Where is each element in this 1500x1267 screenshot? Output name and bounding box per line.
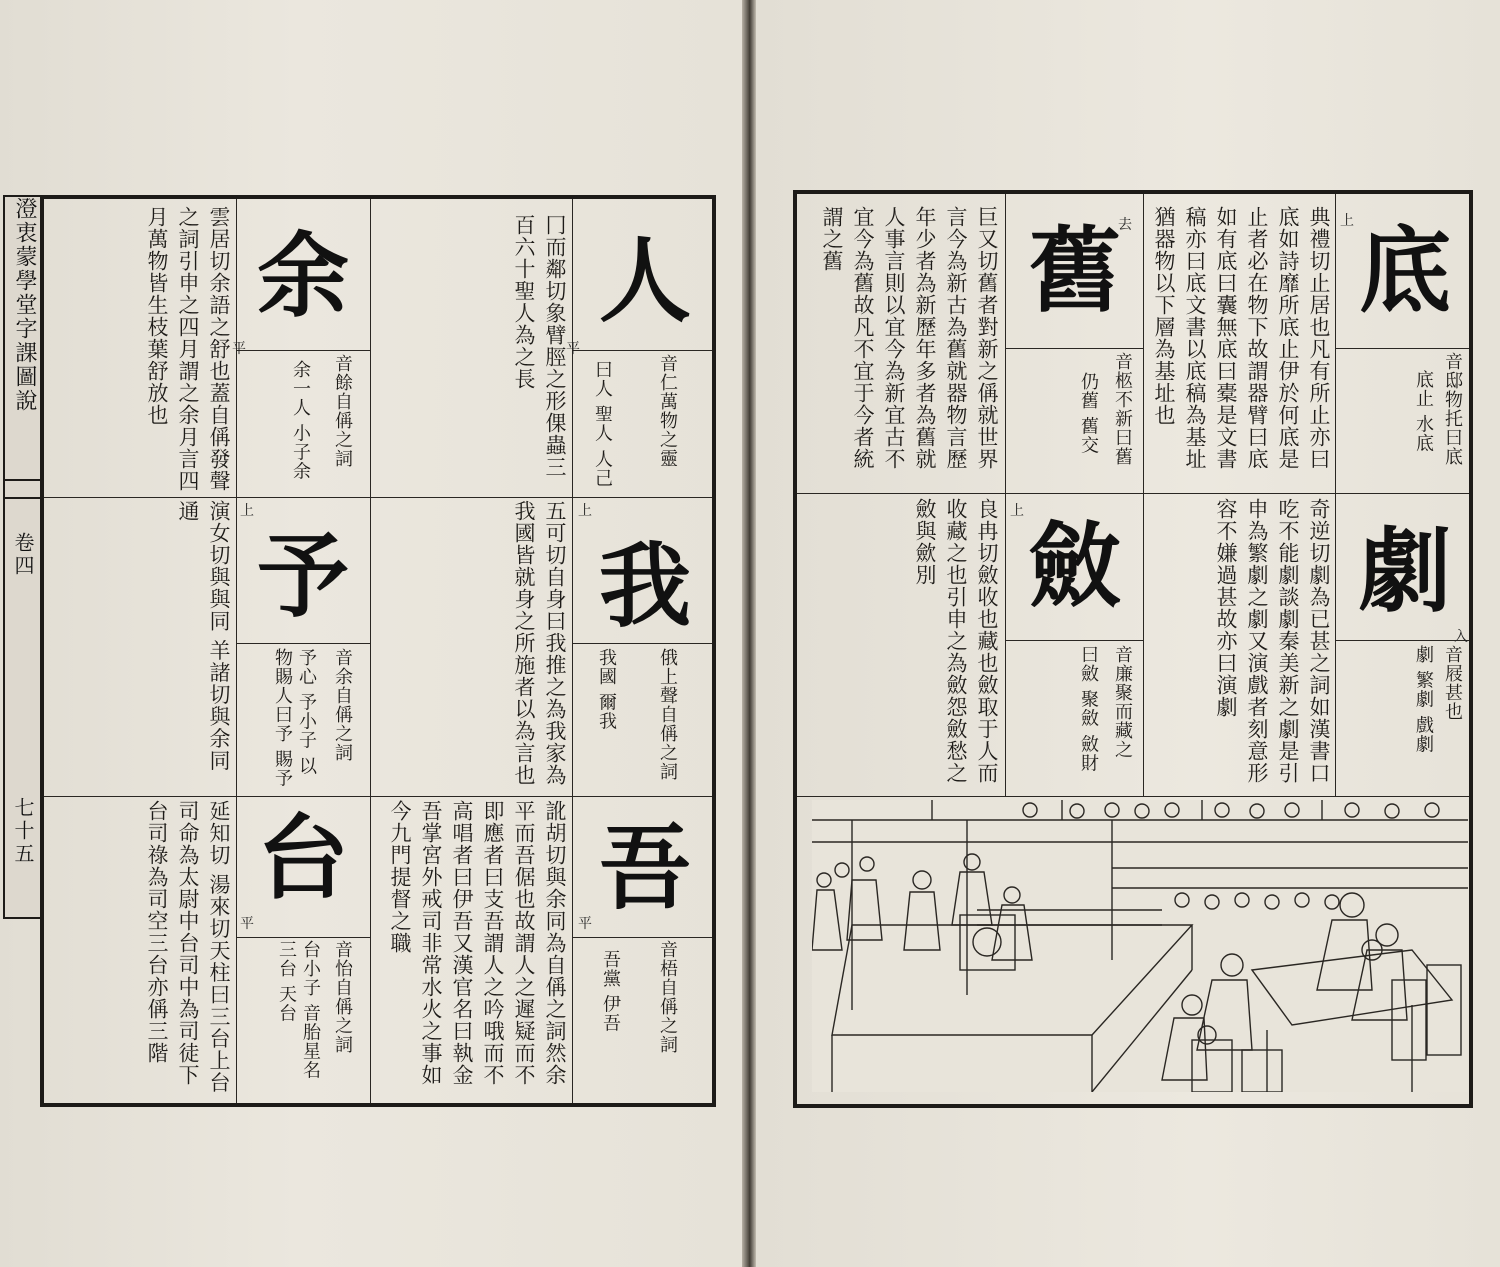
cell-divider (236, 643, 370, 644)
description: 奇逆切劇為已甚之詞如漢書口吃不能劇談劇秦美新之劇是引申為繁劇之劇又演戲者刻意形容不嫌過甚故亦曰演劇 (1214, 498, 1331, 784)
headword-ju: 劇 (1358, 517, 1451, 625)
tone-mark: 上 (240, 503, 254, 519)
cell-divider (1005, 640, 1143, 641)
cell-divider (236, 937, 370, 938)
fish-tail-mark (5, 497, 41, 499)
gloss: 音餘自偁之詞 (332, 354, 353, 468)
examples: 底止 水底 (1413, 370, 1434, 453)
page-margin-edge (3, 195, 43, 919)
tone-mark: 上 (1340, 213, 1354, 229)
examples: 曰人 聖人 人己 (592, 360, 613, 488)
description: 典禮切止居也凡有所止亦曰底如詩靡所底止伊於何底是止者必在物下故謂器臂曰底如有底曰囊無底曰橐是文書稿亦曰底文書以底稿為基址猶器物以下層為基址也 (1152, 206, 1331, 470)
description: 雲居切余語之舒也蓋自偁發聲之詞引申之四月謂之余月言四月萬物皆生枝葉舒放也 (145, 206, 231, 492)
tone-mark: 去 (1118, 217, 1132, 233)
headword-yu: 余 (256, 222, 349, 330)
cell-divider (236, 350, 370, 351)
cell-divider (572, 350, 712, 351)
description: 訛胡切與余同為自偁之詞然余平而吾倨也故謂人之遲疑而不即應者曰支吾謂人之吟哦而不高唱者曰伊吾又漢官名曰執金吾掌宮外戒司非常水火之事如今九門提督之職 (388, 800, 567, 1086)
examples: 余一人 小子余 (290, 360, 311, 481)
examples: 劇 繁劇 戲劇 (1413, 645, 1434, 754)
headword-wu: 吾 (598, 814, 691, 922)
column-divider (1335, 194, 1336, 796)
gloss: 音柩不新曰舊 (1112, 352, 1133, 466)
row-divider (44, 796, 712, 797)
tone-mark: 平 (232, 341, 246, 357)
tone-mark: 平 (566, 341, 580, 357)
row-divider (44, 497, 712, 498)
tone-mark: 入 (1454, 629, 1468, 645)
gloss: 俄上聲自偁之詞 (657, 648, 678, 781)
description: 良冉切斂收也藏也斂取于人而收藏之也引申之為斂怨斂愁之斂與歛別 (913, 498, 999, 784)
column-divider (1005, 194, 1006, 796)
headword-yu2: 予 (256, 522, 349, 630)
gloss: 音邸物托曰底 (1442, 352, 1463, 466)
cell-divider (1005, 348, 1143, 349)
column-divider (572, 199, 573, 1103)
examples: 予心 予小子 以物賜人曰予 賜予 (272, 648, 317, 788)
tone-mark: 平 (240, 916, 254, 932)
fish-tail-mark (5, 479, 41, 481)
examples: 我國 爾我 (596, 648, 617, 731)
book-title: 澄衷蒙學堂字課圖說 (12, 197, 37, 413)
headword-di: 底 (1358, 217, 1451, 325)
headword-tai: 台 (256, 804, 349, 912)
page-number: 七十五 (11, 797, 35, 866)
examples: 台小子 音胎星名 三台 天台 (276, 940, 321, 1080)
headword-jiu: 舊 (1028, 217, 1121, 325)
tone-mark: 上 (578, 503, 592, 519)
headword-wo: 我 (598, 532, 691, 640)
description: 巨又切舊者對新之偁就世界言今為新古為舊就器物言歷年少者為新歷年多者為舊就人事言則以宜今為新宜古不宜今為舊故凡不宜于今者統謂之舊 (820, 206, 999, 470)
examples: 仍舊 舊交 (1078, 372, 1099, 455)
gloss: 音屐甚也 (1442, 645, 1463, 721)
gloss: 音余自偁之詞 (332, 648, 353, 762)
column-divider (1143, 194, 1144, 796)
examples: 吾黨 伊吾 (600, 950, 621, 1033)
row-divider (797, 493, 1469, 494)
headword-ren: 人 (598, 227, 691, 335)
gloss: 音仁萬物之靈 (657, 354, 678, 468)
tone-mark: 平 (578, 916, 592, 932)
cell-divider (572, 643, 712, 644)
row-divider (797, 796, 1469, 797)
book-gutter (742, 0, 756, 1267)
column-divider (236, 199, 237, 1103)
cell-divider (1335, 348, 1469, 349)
tone-mark: 上 (1010, 503, 1024, 519)
description: 演女切與與同 羊諸切與余同通 (176, 500, 231, 772)
gloss: 音廉聚而藏之 (1112, 645, 1133, 759)
gloss: 音梧自偁之詞 (657, 940, 678, 1054)
examples: 曰斂 聚斂 斂財 (1078, 645, 1099, 773)
description: 冂而鄰切象臂脛之形倮蟲三百六十聖人為之長 (512, 214, 567, 478)
gloss: 音怡自偁之詞 (332, 940, 353, 1054)
description: 五可切自身曰我推之為我家為我國皆就身之所施者以為言也 (512, 500, 567, 786)
description: 延知切 湯來切天柱曰三台上台司命為太尉中台司中為司徒下台司祿為司空三台亦偁三階 (145, 800, 231, 1094)
cell-divider (1335, 640, 1469, 641)
cell-divider (572, 937, 712, 938)
theatre-illustration (812, 800, 1468, 1092)
column-divider (370, 199, 371, 1103)
volume-number: 卷四 (11, 532, 35, 578)
headword-lian: 斂 (1028, 512, 1121, 620)
